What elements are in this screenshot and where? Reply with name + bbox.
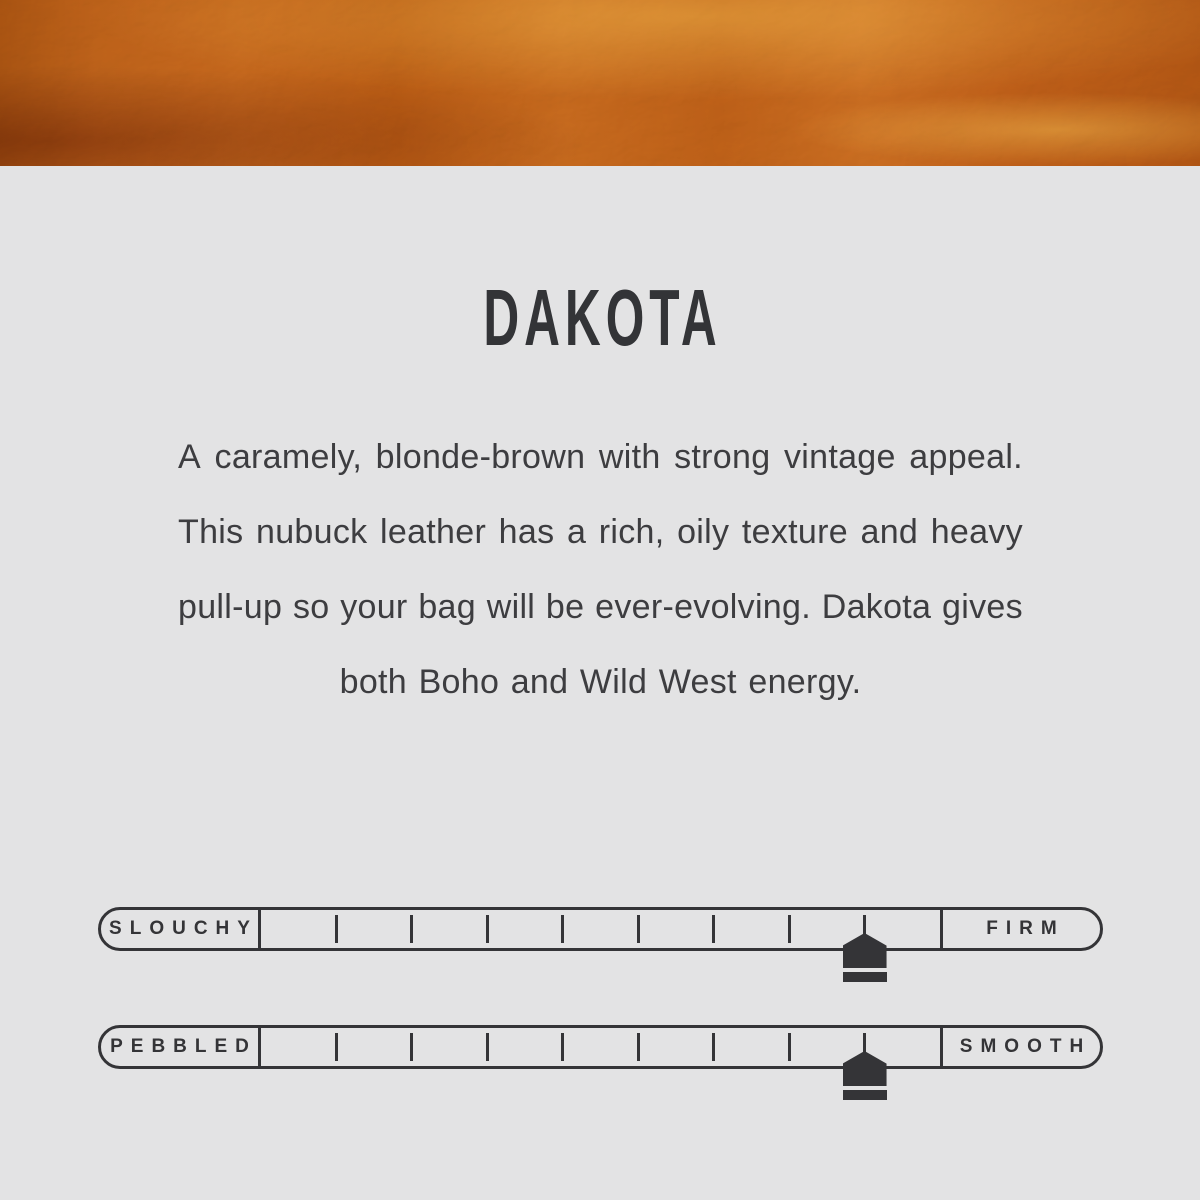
scale-track bbox=[261, 1028, 940, 1066]
description-word: has bbox=[498, 513, 555, 551]
scale-tick bbox=[410, 915, 413, 943]
description-word: caramely, bbox=[214, 438, 363, 476]
scale-tick bbox=[788, 915, 791, 943]
description-word: a bbox=[566, 513, 587, 551]
description-word: oily bbox=[677, 513, 730, 551]
scale-tick bbox=[788, 1033, 791, 1061]
scale-tick bbox=[561, 915, 564, 943]
description-word: nubuck bbox=[256, 513, 368, 551]
scale-right-label: FIRM bbox=[986, 918, 1065, 939]
scale-tick bbox=[335, 915, 338, 943]
description-word: vintage bbox=[783, 438, 896, 476]
description-word: be bbox=[545, 588, 585, 626]
scale-marker-indicator bbox=[843, 933, 887, 982]
marker-base bbox=[843, 972, 887, 982]
marker-base bbox=[843, 1090, 887, 1100]
description-word: and bbox=[510, 663, 569, 701]
leather-texture-image bbox=[0, 0, 1200, 166]
scale-tick bbox=[335, 1033, 338, 1061]
description-word: Boho bbox=[418, 663, 500, 701]
scale-tick bbox=[486, 915, 489, 943]
marker-pin-icon bbox=[843, 1051, 887, 1086]
scale-tick bbox=[637, 915, 640, 943]
description-word: and bbox=[860, 513, 919, 551]
description-line bbox=[178, 570, 1023, 645]
scale-left-label: PEBBLED bbox=[110, 1036, 257, 1057]
description-word: rich, bbox=[598, 513, 665, 551]
scale-marker-indicator bbox=[843, 1051, 887, 1100]
description-word: energy. bbox=[748, 663, 862, 701]
scale-tick bbox=[712, 915, 715, 943]
description-word: heavy bbox=[930, 513, 1023, 551]
scale-right-label: SMOOTH bbox=[959, 1036, 1092, 1057]
description-word: appeal. bbox=[909, 438, 1023, 476]
description bbox=[178, 420, 1023, 720]
scale-left-label: SLOUCHY bbox=[109, 918, 258, 939]
marker-pin-icon bbox=[843, 933, 887, 968]
description-word: so bbox=[292, 588, 330, 626]
description-word: West bbox=[658, 663, 737, 701]
description-word: leather bbox=[380, 513, 487, 551]
page-title: DAKOTA bbox=[483, 273, 722, 362]
scale-pebbled-smooth bbox=[98, 1025, 1103, 1069]
description-word: strong bbox=[674, 438, 771, 476]
description-word: ever-evolving. bbox=[595, 588, 811, 626]
description-line bbox=[178, 420, 1023, 495]
scale-track bbox=[261, 910, 940, 948]
description-line bbox=[178, 495, 1023, 570]
description-word: A bbox=[178, 438, 201, 476]
description-word: blonde-brown bbox=[375, 438, 586, 476]
description-word: will bbox=[486, 588, 536, 626]
description-word: Wild bbox=[579, 663, 648, 701]
description-word: Dakota bbox=[821, 588, 932, 626]
scale-tick bbox=[637, 1033, 640, 1061]
scale-slouchy-firm bbox=[98, 907, 1103, 951]
scale-tick bbox=[712, 1033, 715, 1061]
description-word: bag bbox=[418, 588, 476, 626]
description-word: texture bbox=[741, 513, 848, 551]
description-word: both bbox=[339, 663, 408, 701]
description-word: This bbox=[178, 513, 244, 551]
description-word: pull-up bbox=[178, 588, 283, 626]
description-word: your bbox=[340, 588, 408, 626]
scale-tick bbox=[486, 1033, 489, 1061]
scale-tick bbox=[410, 1033, 413, 1061]
scale-tick bbox=[561, 1033, 564, 1061]
scale-left-cell bbox=[101, 910, 258, 948]
description-word: gives bbox=[942, 588, 1023, 626]
scale-right-cell bbox=[943, 1028, 1100, 1066]
description-word: with bbox=[598, 438, 661, 476]
scale-right-cell bbox=[943, 910, 1100, 948]
description-line bbox=[178, 645, 1023, 720]
scale-left-cell bbox=[101, 1028, 258, 1066]
